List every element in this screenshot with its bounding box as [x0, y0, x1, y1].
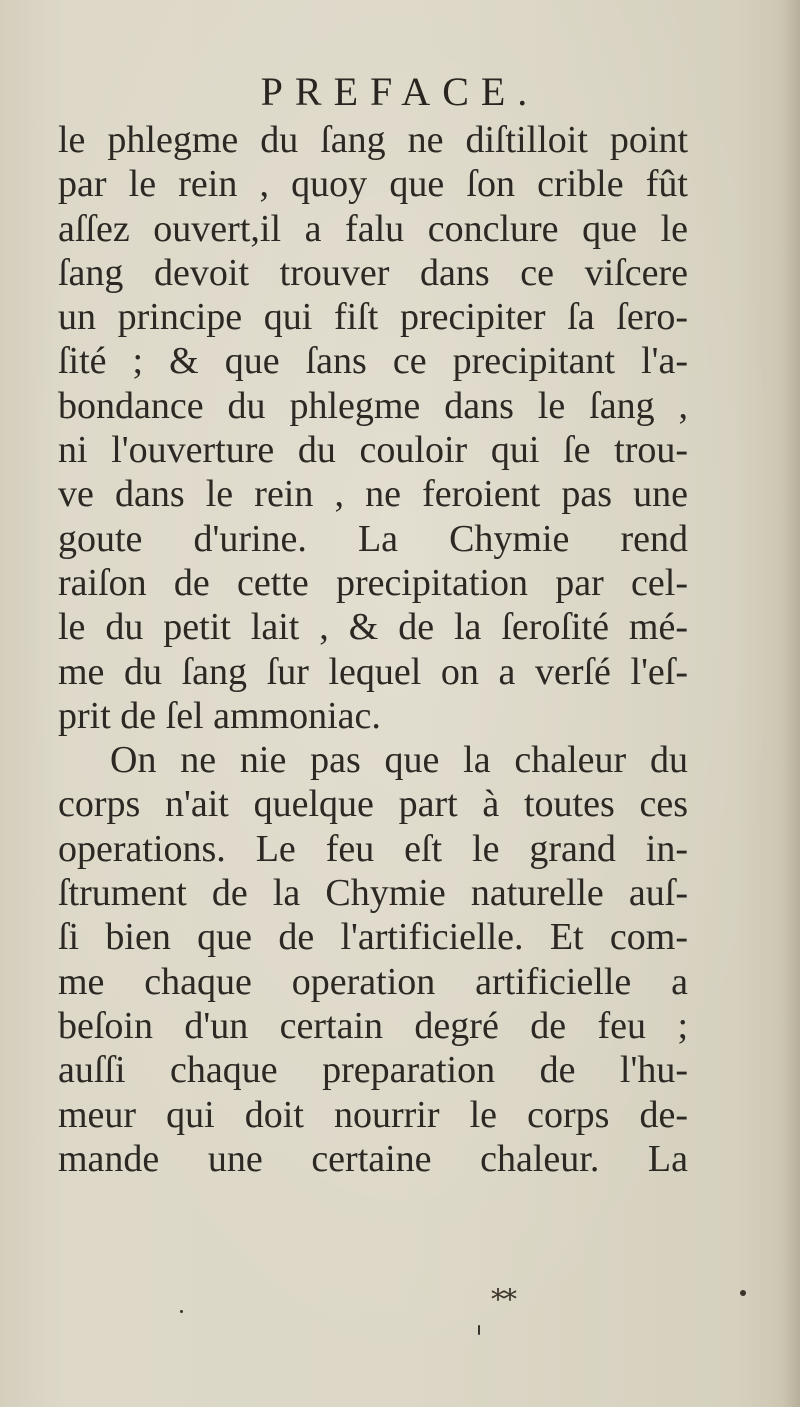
text-line: le phlegme du ſang ne diſtilloit point	[58, 119, 688, 161]
text-line: auſſi chaque preparation de l'hu-	[58, 1049, 688, 1092]
text-line: aſſez ouvert,il a falu conclure que le	[58, 207, 688, 250]
text-line: ſi bien que de l'artificielle. Et com-	[58, 916, 688, 959]
text-line: raiſon de cette precipitation par cel-	[58, 561, 688, 604]
text-line: un principe qui fiſt precipiter ſa ſero-	[58, 296, 688, 339]
paper-speck	[180, 1310, 183, 1313]
text-line: goute d'urine. La Chymie rend	[58, 517, 688, 560]
text-line: bondance du phlegme dans le ſang ,	[58, 384, 688, 427]
paper-speck	[740, 1290, 746, 1296]
text-line-paragraph-end: prit de ſel ammoniac.	[58, 694, 381, 737]
text-line: mande une certaine chaleur. La	[58, 1137, 688, 1180]
text-line: beſoin d'un certain degré de feu ;	[58, 1004, 688, 1047]
text-line: ni l'ouverture du couloir qui ſe trou-	[58, 429, 688, 472]
text-line-paragraph-start: On ne nie pas que la chaleur du	[110, 739, 688, 782]
text-line: me chaque operation artificielle a	[58, 960, 688, 1003]
text-line: ſtrument de la Chymie naturelle auſ-	[58, 872, 688, 915]
text-line: ve dans le rein , ne feroient pas une	[58, 473, 688, 516]
text-line: me du ſang ſur lequel on a verſé l'eſ-	[58, 650, 688, 693]
signature-mark: **	[491, 1283, 515, 1316]
text-line: meur qui doit nourrir le corps de-	[58, 1093, 688, 1136]
text-line: ſité ; & que ſans ce precipitant l'a-	[58, 340, 688, 383]
page-edge-shadow	[782, 0, 800, 1407]
text-line: corps n'ait quelque part à toutes ces	[58, 783, 688, 826]
body-text	[58, 118, 688, 1181]
running-title: PREFACE.	[260, 69, 540, 114]
text-line: le du petit lait , & de la ſeroſité mé-	[58, 606, 688, 649]
text-line: operations. Le feu eſt le grand in-	[58, 827, 688, 870]
text-line: ſang devoit trouver dans ce viſcere	[58, 251, 688, 294]
paper-speck	[478, 1325, 480, 1335]
text-line: par le rein , quoy que ſon crible fût	[58, 163, 688, 206]
